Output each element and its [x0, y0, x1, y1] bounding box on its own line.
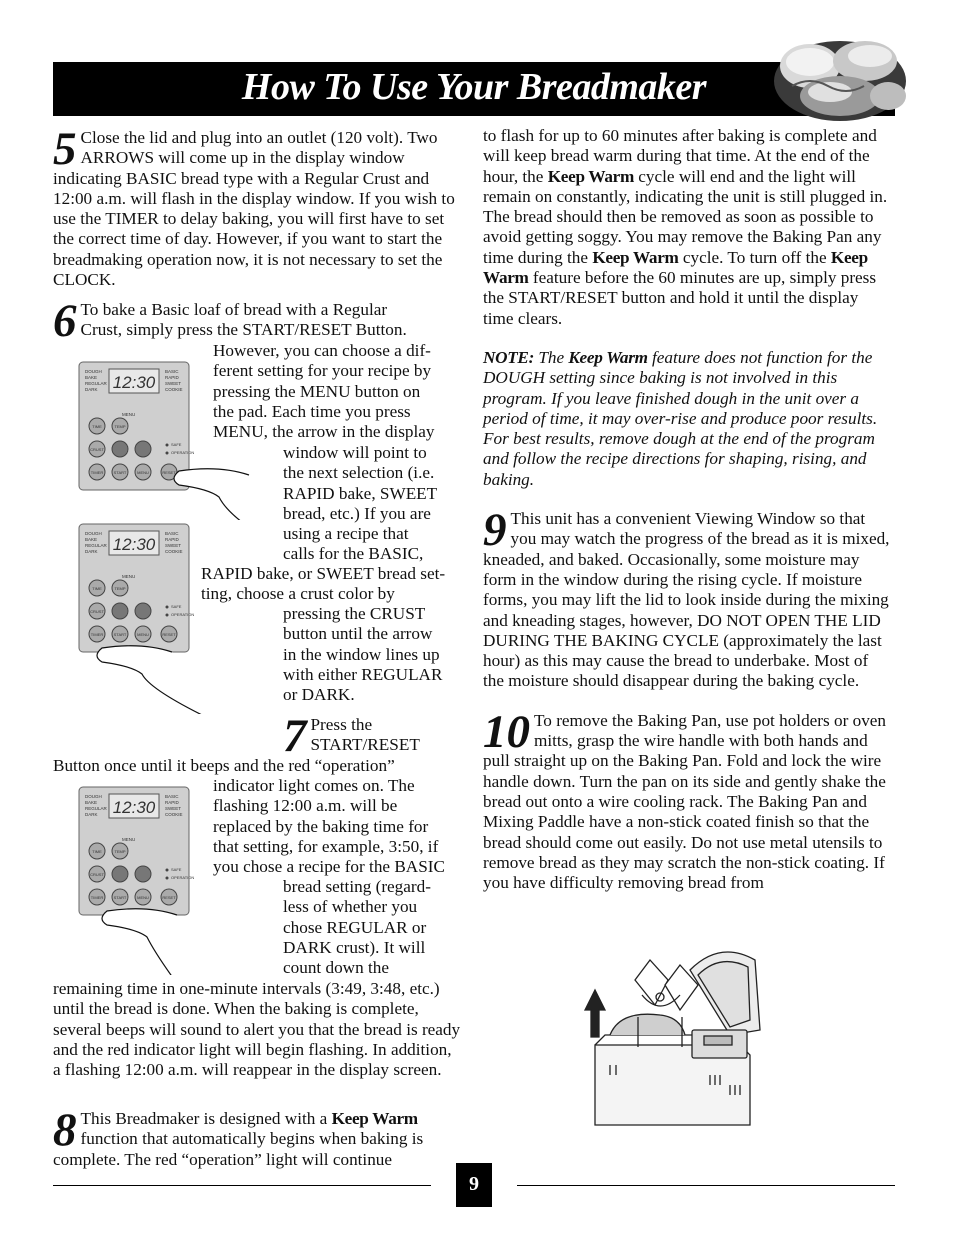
footer-rule-left	[53, 1185, 431, 1186]
step-number: 10	[483, 705, 530, 758]
step-6-line: To bake a Basic loaf of bread with a Regular	[80, 300, 388, 319]
start-button-label: START	[113, 470, 127, 475]
step-7-line: that setting, for example, 3:50, if	[213, 836, 439, 856]
step-7-line: you chose a recipe for the BASIC	[213, 857, 445, 877]
step-7-line: START/RESET	[310, 735, 420, 755]
reset-button-label: RESET	[162, 632, 176, 637]
mode-label-right: BASIC	[165, 531, 179, 536]
step-9-text: This unit has a convenient Viewing Window so that you may watch the progress of the bread as it is mixed, kneaded, and baked. Occasionally, some moisture may form in the window during the rising cycle. If moisture forms, you may lift the lid to look inside during the mixing and kneading stages, however, DO NOT OPEN THE LID DURING THE BAKING CYCLE (approximately the last hour) as this may cause the bread to underbake. Most of the moisture should disappear during the baking cycle.	[483, 509, 890, 691]
step-6-line: RAPID bake, SWEET	[283, 483, 438, 503]
menu-button-label: MENU	[137, 632, 149, 637]
step-6-line: calls for the BASIC,	[283, 544, 424, 564]
mode-label-left: DARK	[85, 549, 98, 554]
display-time: 12:30	[112, 373, 156, 392]
crust-button-label: CRUST	[90, 447, 104, 452]
step-6-line: window will point to	[283, 443, 427, 462]
indicator-label: SAFE	[171, 604, 182, 609]
start-button-label: START	[113, 632, 127, 637]
menu-indicator-label: MENU	[122, 412, 136, 417]
step-6-wrap-d	[283, 604, 468, 705]
mode-label-left: DOUGH	[85, 794, 102, 799]
up-button	[112, 603, 128, 619]
header-bar	[53, 62, 895, 116]
step-6-line: ferent setting for your recipe by	[213, 361, 432, 381]
step-6-line: in the window lines up	[283, 644, 440, 664]
mode-label-right: BASIC	[165, 794, 179, 799]
step-6-line: the next selection (i.e.	[283, 463, 435, 483]
up-button	[112, 441, 128, 457]
time-button-label: TIME	[92, 424, 102, 429]
time-button-label: TIME	[92, 586, 102, 591]
step-number: 6	[53, 295, 77, 347]
keep-warm-term: Keep Warm	[331, 1109, 418, 1128]
step-8-text: This Breadmaker is designed with a	[80, 1109, 332, 1128]
pointing-hand	[174, 469, 262, 520]
step-number: 8	[53, 1104, 77, 1156]
down-button	[135, 866, 151, 882]
step-7-wrap-b	[283, 877, 468, 978]
mode-label-left: REGULAR	[85, 381, 107, 386]
step-6	[53, 295, 463, 347]
keep-warm-term: Keep Warm	[547, 166, 634, 186]
mode-label-right: BASIC	[165, 369, 179, 374]
mode-label-left: BAKE	[85, 800, 98, 805]
mode-label-left: DARK	[85, 387, 98, 392]
mode-label-right: COOKIE	[165, 812, 183, 817]
indicator-dot	[166, 614, 169, 617]
mode-label-right: COOKIE	[165, 549, 183, 554]
time-button-label: TIME	[92, 849, 102, 854]
indicator-dot	[166, 877, 169, 880]
mode-label-right: SWEET	[165, 381, 182, 386]
step-8	[53, 1104, 463, 1170]
mode-label-left: BAKE	[85, 537, 98, 542]
mode-label-right: RAPID	[165, 800, 179, 805]
step-7-text: remaining time in one-minute intervals (3:49, 3:48, etc.) until the bread is done. When the baking is complete, several beeps will sound to alert you that the bread is ready and the red indicator light will begin flashing. In addition, a flashing 12:00 a.m. will reappear in the display screen.	[53, 979, 461, 1080]
mode-label-left: DOUGH	[85, 369, 102, 374]
mode-label-right: SWEET	[165, 806, 182, 811]
step-6-line: RAPID bake, or SWEET bread set-	[201, 564, 446, 583]
temp-button-label: TEMP	[114, 849, 126, 854]
menu-button-label: MENU	[137, 470, 149, 475]
keep-warm-term: Keep Warm	[568, 347, 648, 367]
note-text: The	[534, 347, 569, 367]
crust-button-label: CRUST	[90, 872, 104, 877]
step-6-line: using a recipe that	[283, 524, 409, 544]
step-7-line: less of whether you	[283, 897, 418, 917]
start-button-label: START	[113, 895, 127, 900]
step-7-line: indicator light comes on. The	[213, 776, 415, 795]
page-number: 9	[456, 1163, 492, 1207]
step-8-cont-text: cycle will end and the light will remain on constantly, indicating the unit is still plugged in. The bread should then be removed as soon as possible to avoid getting soggy. You may remove the Baking Pan any time during the	[483, 166, 888, 267]
step-9	[483, 504, 893, 692]
page-title: How To Use Your Breadmaker	[241, 66, 707, 108]
indicator-dot	[166, 869, 169, 872]
footer-rule-right	[517, 1185, 895, 1186]
step-8-continued	[483, 126, 893, 329]
step-6-line: pressing the CRUST	[283, 604, 426, 623]
menu-indicator-label: MENU	[122, 837, 136, 842]
step-8-cont-text: feature before the 60 minutes are up, simply press the START/RESET button and hold it until the display time clears.	[483, 268, 877, 328]
keep-warm-term: Keep Warm	[483, 247, 868, 288]
crust-button-label: CRUST	[90, 609, 104, 614]
mode-label-left: DARK	[85, 812, 98, 817]
breadmaker-illustration	[580, 935, 772, 1130]
step-7	[283, 710, 468, 762]
step-6-line: Crust, simply press the START/RESET Button.	[80, 320, 407, 340]
down-button	[135, 603, 151, 619]
mode-label-left: REGULAR	[85, 806, 107, 811]
right-column	[483, 126, 893, 893]
step-7-wrap-l	[53, 756, 463, 776]
step-6-wrap-b	[283, 443, 468, 565]
menu-indicator-label: MENU	[122, 574, 136, 579]
step-10	[483, 705, 893, 894]
temp-button-label: TEMP	[114, 586, 126, 591]
down-button	[135, 441, 151, 457]
step-8-cont-text: cycle. To turn off the	[678, 247, 831, 267]
reset-button-label: RESET	[162, 895, 176, 900]
step-7-line: count down the	[283, 958, 389, 978]
display-time: 12:30	[112, 798, 156, 817]
mode-label-right: COOKIE	[165, 387, 183, 392]
indicator-dot	[166, 444, 169, 447]
indicator-label: SAFE	[171, 442, 182, 447]
step-8-cont-text: to flash for up to 60 minutes after baking is complete and will keep bread warm during that time. At the end of the hour, the	[483, 126, 877, 186]
indicator-label: OPERATION	[171, 875, 195, 880]
note-text: feature does not function for the DOUGH setting since baking is not involved in this program. If you leave finished dough in the unit over a period of time, it may over-rise and produce poor results. For best results, remove dough at the end of the program and follow the recipe directions for shaping, rising, and baking.	[483, 347, 878, 489]
step-7-line: chose REGULAR or	[283, 917, 427, 937]
left-column	[53, 123, 463, 290]
mode-label-left: BAKE	[85, 375, 98, 380]
step-10-text: To remove the Baking Pan, use pot holders or oven mitts, grasp the wire handle with both hands and pull straight up on the Baking Pan. Fold and lock the wire handle down. Turn the pan on its side and gently shake the bread out onto a wire cooling rack. The Baking Pan and Mixing Paddle have a non-stick coated finish so that the bread should come out easily. Do not use metal utensils to remove bread as they may scratch the non-stick coating. If you have difficulty removing bread from	[483, 710, 887, 893]
menu-button-label: MENU	[137, 895, 149, 900]
temp-button-label: TEMP	[114, 424, 126, 429]
step-6-line: the pad. Each time you press	[213, 401, 411, 421]
step-number: 9	[483, 504, 507, 557]
control-panel-illustration-2	[77, 522, 267, 714]
display-time: 12:30	[112, 535, 156, 554]
step-6-line: ting, choose a crust color by	[201, 584, 395, 604]
step-6-line: button until the arrow	[283, 624, 433, 644]
step-7-line: Press the	[310, 715, 373, 734]
keep-warm-term: Keep Warm	[592, 247, 679, 267]
step-5	[53, 123, 463, 290]
step-6-line: with either REGULAR	[283, 664, 443, 684]
mode-label-right: RAPID	[165, 375, 179, 380]
control-panel-illustration-1	[77, 360, 262, 520]
bread-loaves-image	[770, 26, 912, 124]
mode-label-right: RAPID	[165, 537, 179, 542]
step-7-line: flashing 12:00 a.m. will be	[213, 796, 398, 816]
indicator-label: SAFE	[171, 867, 182, 872]
step-5-text: Close the lid and plug into an outlet (120 volt). Two ARROWS will come up in the display window indicating BASIC bread type with a Regular Crust and 12:00 a.m. will flash in the display window. If you wish to use the TIMER to delay baking, you will first have to set the correct time of day. However, if you want to start the breadmaking operation now, it is not necessary to set the CLOCK.	[53, 128, 455, 290]
step-6-line: MENU, the arrow in the display	[213, 422, 435, 442]
reset-button-label: RESET	[162, 470, 176, 475]
step-number: 5	[53, 123, 77, 175]
step-7-line: Button once until it beeps and the red “operation”	[53, 756, 395, 775]
indicator-dot	[166, 606, 169, 609]
indicator-dot	[166, 452, 169, 455]
mode-label-right: SWEET	[165, 543, 182, 548]
step-6-line: or DARK.	[283, 685, 355, 705]
step-6-line: However, you can choose a dif-	[213, 341, 431, 360]
mode-label-left: REGULAR	[85, 543, 107, 548]
step-7-rest	[53, 979, 463, 1080]
note-label: NOTE:	[483, 347, 535, 367]
up-button	[112, 866, 128, 882]
timer-button-label: TIMER	[90, 895, 104, 900]
step-6-line: pressing the MENU button on	[213, 381, 421, 401]
note-paragraph	[483, 348, 893, 490]
step-8-text: function that automatically begins when baking is complete. The red “operation” light will continue	[53, 1129, 424, 1169]
mode-label-left: DOUGH	[85, 531, 102, 536]
control-panel-illustration-3	[77, 785, 267, 975]
step-number: 7	[283, 710, 307, 762]
step-7-line: DARK crust). It will	[283, 937, 426, 957]
timer-button-label: TIMER	[90, 470, 104, 475]
step-6-line: bread, etc.) If you are	[283, 503, 431, 523]
step-7-line: bread setting (regard-	[283, 877, 431, 896]
pointing-hand	[102, 909, 187, 975]
indicator-label: OPERATION	[171, 450, 195, 455]
indicator-label: OPERATION	[171, 612, 195, 617]
step-7-line: replaced by the baking time for	[213, 816, 429, 836]
timer-button-label: TIMER	[90, 632, 104, 637]
pointing-hand	[97, 646, 247, 714]
